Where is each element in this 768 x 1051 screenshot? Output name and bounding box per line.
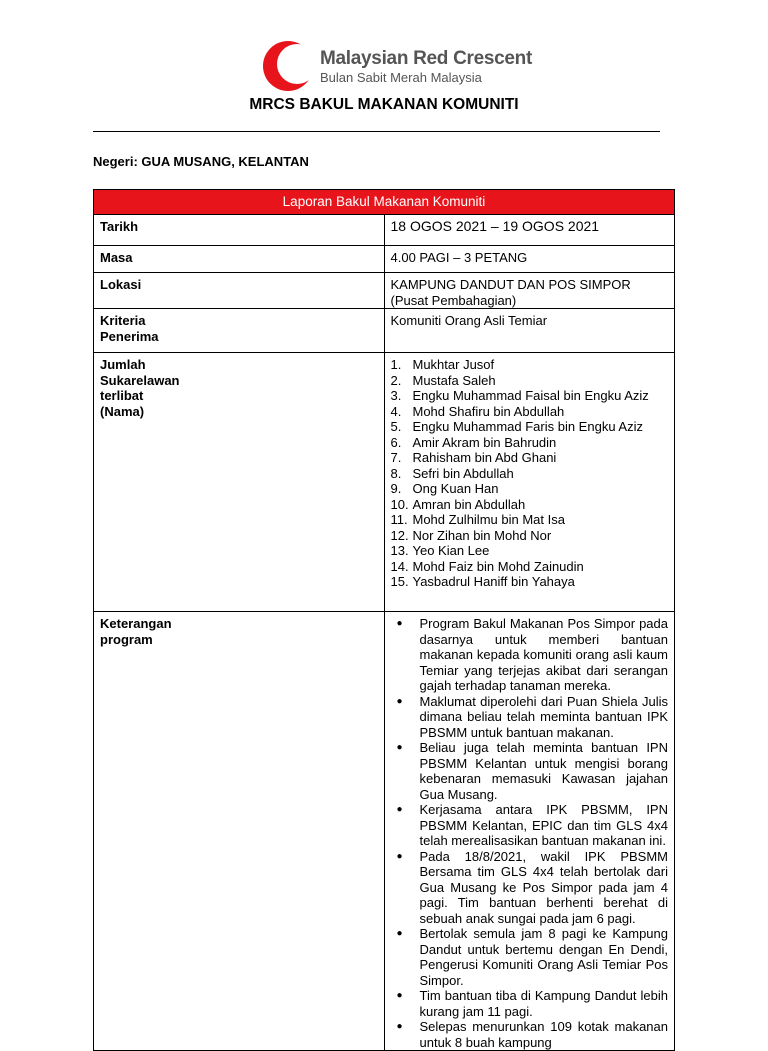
volunteer-item — [391, 543, 669, 559]
volunteer-number: 8. — [390, 465, 402, 481]
program-bullet-text: Program Bakul Makanan Pos Simpor pada dasarnya untuk memberi bantuan makanan kepada komuniti orang asli kaum Temiar yang terjejas akibat dari serangan gajah terhadap tanaman mereka. — [419, 616, 668, 693]
volunteer-item — [391, 435, 669, 451]
volunteer-item — [391, 497, 669, 513]
volunteer-number: 1. — [390, 357, 402, 372]
volunteer-name: Mohd Shafiru bin Abdullah — [412, 403, 565, 419]
report-table — [93, 189, 675, 1051]
lokasi-value: KAMPUNG DANDUT DAN POS SIMPOR (Pusat Pembahagian) — [384, 273, 675, 309]
volunteer-name: Mustafa Saleh — [412, 372, 496, 388]
volunteer-name: Rahisham bin Abd Ghani — [412, 450, 557, 465]
masa-value: 4.00 PAGI – 3 PETANG — [384, 246, 675, 273]
program-description-cell — [384, 612, 675, 1051]
org-name: Malaysian Red Crescent — [320, 48, 532, 69]
program-bullet-item — [391, 988, 669, 1019]
volunteer-number: 13. — [390, 543, 409, 558]
volunteer-number: 2. — [390, 372, 402, 388]
volunteer-name: Engku Muhammad Faris bin Engku Aziz — [412, 419, 643, 434]
volunteer-item — [391, 388, 669, 404]
volunteer-number: 3. — [390, 388, 402, 403]
volunteer-number: 6. — [390, 434, 402, 450]
volunteer-number: 9. — [390, 481, 402, 496]
volunteer-item — [391, 466, 669, 482]
row-keterangan — [94, 612, 675, 1051]
program-bullet-list — [391, 616, 669, 1050]
bullet-icon: ● — [396, 990, 403, 1001]
volunteer-item — [391, 559, 669, 575]
volunteer-item — [391, 481, 669, 497]
bullet-icon: ● — [396, 928, 403, 939]
volunteer-item — [391, 574, 669, 590]
program-bullet-text: Tim bantuan tiba di Kampung Dandut lebih kurang jam 11 pagi. — [419, 988, 668, 1019]
volunteer-name: Ong Kuan Han — [412, 481, 499, 496]
volunteer-item — [391, 528, 669, 544]
volunteer-list — [391, 357, 669, 590]
program-bullet-text: Maklumat diperolehi dari Puan Shiela Julis dimana beliau telah meminta bantuan IPK PBSMM untuk bantuan makanan. — [419, 693, 668, 740]
volunteer-name: Amir Akram bin Bahrudin — [412, 434, 557, 450]
state-label: Negeri: GUA MUSANG, KELANTAN — [93, 154, 309, 169]
row-lokasi — [94, 273, 675, 309]
org-subname: Bulan Sabit Merah Malaysia — [320, 70, 482, 85]
volunteer-name: Mukhtar Jusof — [412, 357, 495, 372]
volunteer-number: 5. — [390, 419, 402, 434]
program-bullet-item — [391, 616, 669, 694]
program-bullet-text: Selepas menurunkan 109 kotak makanan untuk 8 buah kampung — [419, 1019, 668, 1050]
sukarelawan-label-line: Jumlah — [100, 357, 146, 372]
volunteer-item — [391, 357, 669, 373]
row-masa — [94, 246, 675, 273]
volunteer-number: 10. — [390, 496, 409, 512]
kriteria-value: Komuniti Orang Asli Temiar — [384, 309, 675, 353]
bullet-icon: ● — [396, 695, 403, 707]
volunteer-number: 4. — [390, 403, 402, 419]
kriteria-label-line: Kriteria — [100, 313, 146, 328]
volunteer-list-cell — [384, 353, 675, 612]
volunteer-number: 14. — [390, 558, 409, 574]
program-bullet-text: Beliau juga telah meminta bantuan IPN PBSMM Kelantan untuk mengisi borang kebenaran memasuki Kawasan jajahan Gua Musang. — [419, 740, 668, 802]
volunteer-name: Yasbadrul Haniff bin Yahaya — [412, 574, 575, 589]
title-underline — [93, 131, 660, 132]
volunteer-item — [391, 450, 669, 466]
report-heading-row — [94, 190, 675, 215]
volunteer-number: 15. — [390, 574, 409, 589]
keterangan-label — [94, 612, 385, 1051]
tarikh-label: Tarikh — [94, 215, 385, 246]
keterangan-label-line: program — [100, 631, 153, 647]
volunteer-name: Yeo Kian Lee — [412, 543, 490, 558]
bullet-icon: ● — [396, 742, 403, 753]
volunteer-number: 11. — [390, 512, 408, 527]
program-bullet-item — [391, 740, 669, 802]
program-bullet-text: Kerjasama antara IPK PBSMM, IPN PBSMM Kelantan, EPIC dan tim GLS 4x4 telah merealisasikan bantuan makanan ini. — [419, 802, 668, 848]
masa-label: Masa — [94, 246, 385, 273]
program-bullet-item — [391, 802, 669, 849]
program-bullet-text: Bertolak semula jam 8 pagi ke Kampung Dandut untuk bertemu dengan En Dendi, Pengerusi Komuniti Orang Asli Temiar Pos Simpor. — [419, 926, 668, 988]
bullet-icon: ● — [396, 850, 403, 862]
document-title: MRCS BAKUL MAKANAN KOMUNITI — [249, 96, 519, 113]
volunteer-item — [391, 373, 669, 389]
program-bullet-text: Pada 18/8/2021, wakil IPK PBSMM Bersama tim GLS 4x4 telah bertolak dari Gua Musang ke Pos Simpor pada jam 4 pagi. Tim bantuan berhenti berehat di sebuah anak sungai pada jam 6 pagi. — [419, 848, 668, 926]
red-crescent-logo-icon — [262, 40, 314, 92]
bullet-icon: ● — [396, 1021, 403, 1032]
volunteer-item — [391, 419, 669, 435]
volunteer-name: Engku Muhammad Faisal bin Engku Aziz — [412, 388, 649, 403]
volunteer-number: 7. — [390, 450, 402, 465]
volunteer-number: 12. — [390, 527, 409, 543]
program-bullet-item — [391, 849, 669, 927]
bullet-icon: ● — [396, 804, 403, 815]
tarikh-value: 18 OGOS 2021 – 19 OGOS 2021 — [384, 215, 675, 246]
row-tarikh — [94, 215, 675, 246]
sukarelawan-label — [94, 353, 385, 612]
volunteer-item — [391, 404, 669, 420]
row-sukarelawan — [94, 353, 675, 612]
volunteer-item — [391, 512, 669, 528]
lokasi-label: Lokasi — [94, 273, 385, 309]
volunteer-name: Nor Zihan bin Mohd Nor — [412, 527, 552, 543]
row-kriteria — [94, 309, 675, 353]
program-bullet-item — [391, 694, 669, 741]
kriteria-label — [94, 309, 385, 353]
volunteer-name: Sefri bin Abdullah — [412, 465, 514, 481]
keterangan-label-line: Keterangan — [100, 616, 172, 631]
sukarelawan-label-line: terlibat — [100, 388, 144, 403]
kriteria-label-line: Penerima — [100, 328, 159, 344]
program-bullet-item — [391, 926, 669, 988]
volunteer-name: Amran bin Abdullah — [412, 496, 526, 512]
volunteer-name: Mohd Faiz bin Mohd Zainudin — [412, 558, 584, 574]
bullet-icon: ● — [396, 618, 403, 629]
volunteer-name: Mohd Zulhilmu bin Mat Isa — [412, 512, 565, 527]
report-heading: Laporan Bakul Makanan Komuniti — [94, 190, 675, 215]
sukarelawan-label-line: (Nama) — [100, 403, 145, 419]
sukarelawan-label-line: Sukarelawan — [100, 372, 180, 388]
